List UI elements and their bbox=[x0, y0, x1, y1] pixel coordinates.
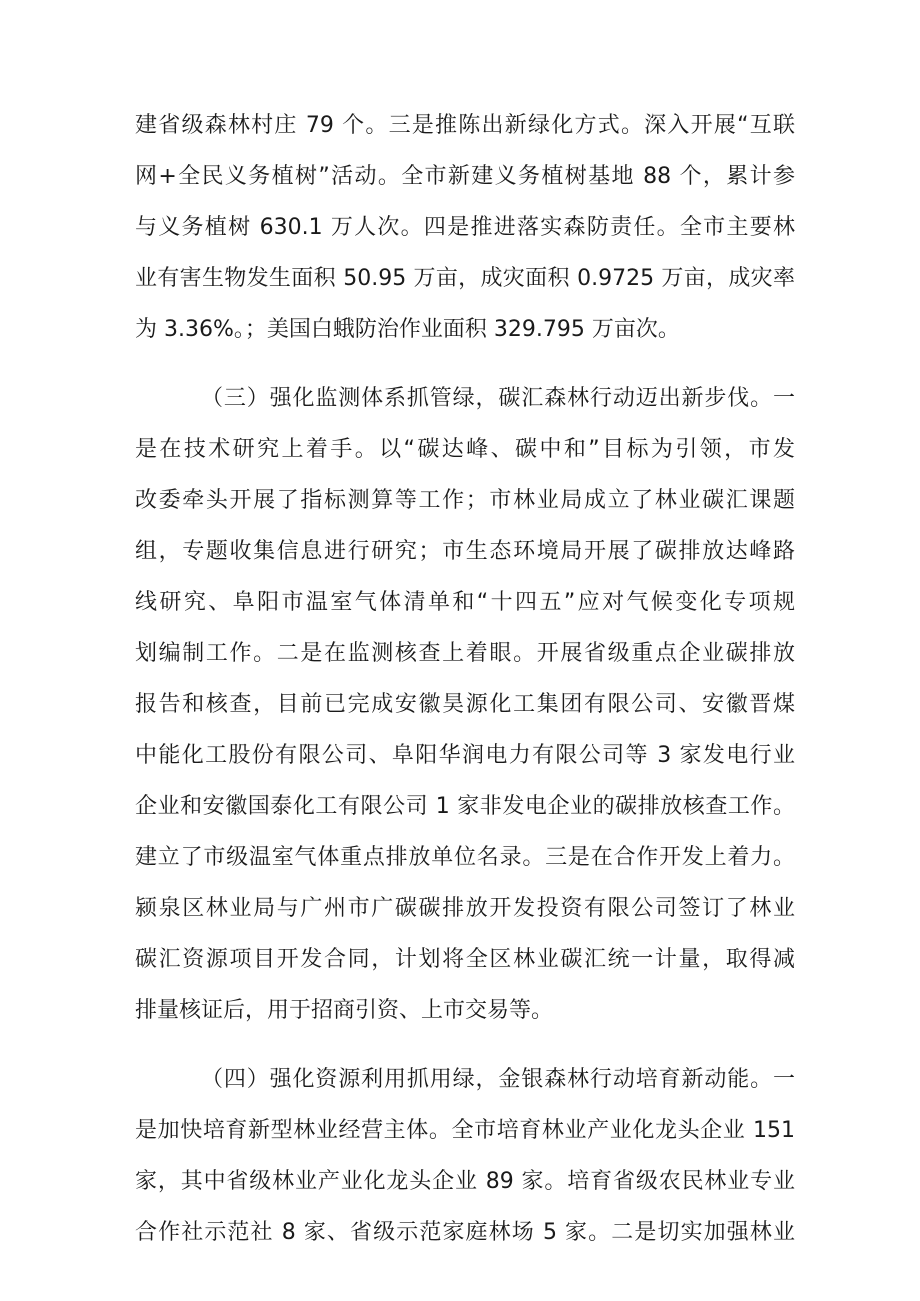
text-line: 报告和核查，目前已完成安徽昊源化工集团有限公司、安徽晋煤 bbox=[135, 692, 795, 717]
text-line: 碳汇资源项目开发合同，计划将全区林业碳汇统一计量，取得减 bbox=[135, 947, 795, 972]
text-line: 与义务植树 630.1 万人次。四是推进落实森防责任。全市主要林 bbox=[135, 215, 795, 240]
text-line: 线研究、阜阳市温室气体清单和“十四五”应对气候变化专项规 bbox=[135, 590, 795, 615]
paragraph-2 bbox=[135, 373, 795, 1036]
text-line: 改委牵头开展了指标测算等工作；市林业局成立了林业碳汇课题 bbox=[135, 488, 795, 513]
text-line: （四）强化资源利用抓用绿，金银森林行动培育新动能。一 bbox=[201, 1067, 795, 1092]
text-line: 颍泉区林业局与广州市广碳碳排放开发投资有限公司签订了林业 bbox=[135, 896, 795, 921]
text-line: 排量核证后，用于招商引资、上市交易等。 bbox=[135, 998, 554, 1023]
paragraph-3 bbox=[135, 1054, 795, 1258]
paragraph-gap bbox=[135, 1036, 795, 1054]
paragraph-1 bbox=[135, 100, 795, 355]
text-line: 组，专题收集信息进行研究；市生态环境局开展了碳排放达峰路 bbox=[135, 539, 795, 564]
text-line: 家，其中省级林业产业化龙头企业 89 家。培育省级农民林业专业 bbox=[135, 1169, 795, 1194]
text-line: 企业和安徽国泰化工有限公司 1 家非发电企业的碳排放核查工作。 bbox=[135, 794, 795, 819]
text-line: 是加快培育新型林业经营主体。全市培育林业产业化龙头企业 151 bbox=[135, 1118, 795, 1143]
text-line: （三）强化监测体系抓管绿，碳汇森林行动迈出新步伐。一 bbox=[201, 386, 795, 411]
text-line: 网+全民义务植树”活动。全市新建义务植树基地 88 个，累计参 bbox=[135, 164, 795, 189]
body-text bbox=[135, 100, 795, 1258]
text-line: 合作社示范社 8 家、省级示范家庭林场 5 家。二是切实加强林业 bbox=[135, 1220, 795, 1245]
paragraph-gap bbox=[135, 355, 795, 373]
text-line: 是在技术研究上着手。以“碳达峰、碳中和”目标为引领，市发 bbox=[135, 437, 795, 462]
text-line: 为 3.36%。；美国白蛾防治作业面积 329.795 万亩次。 bbox=[135, 317, 680, 342]
text-line: 划编制工作。二是在监测核查上着眼。开展省级重点企业碳排放 bbox=[135, 641, 795, 666]
text-line: 建省级森林村庄 79 个。三是推陈出新绿化方式。深入开展“互联 bbox=[135, 113, 795, 138]
text-line: 建立了市级温室气体重点排放单位名录。三是在合作开发上着力。 bbox=[135, 845, 795, 870]
text-line: 业有害生物发生面积 50.95 万亩，成灾面积 0.9725 万亩，成灾率 bbox=[135, 266, 795, 291]
text-line: 中能化工股份有限公司、阜阳华润电力有限公司等 3 家发电行业 bbox=[135, 743, 795, 768]
